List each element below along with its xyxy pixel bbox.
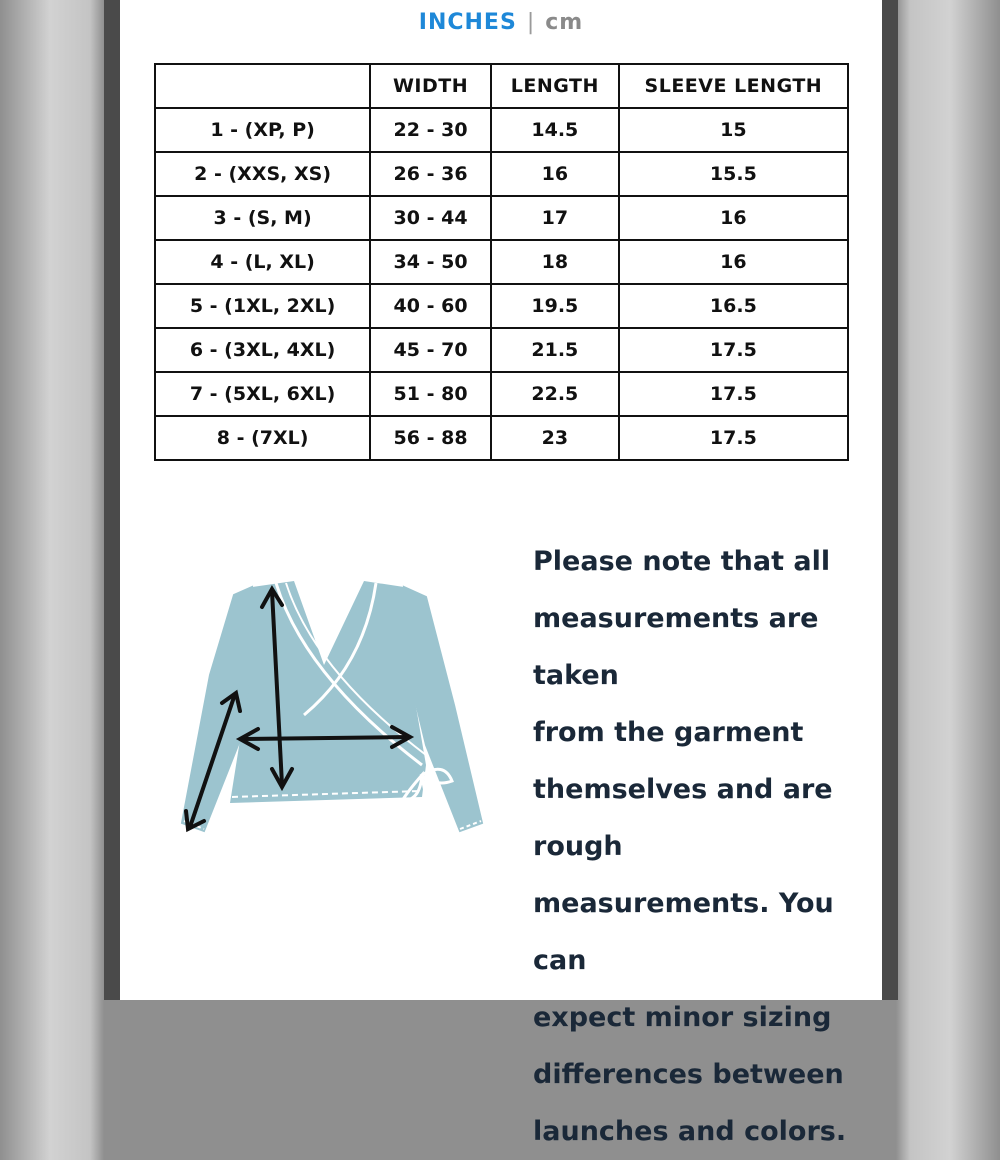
note-line: measurements are taken: [533, 603, 819, 691]
size-chart-panel: [120, 0, 882, 1147]
note-line: from the garment: [533, 717, 804, 748]
unit-toggle: [120, 10, 882, 35]
sleeve-length-cell: 16: [619, 240, 848, 284]
length-cell: 22.5: [491, 372, 619, 416]
note-line: measurements. You can: [533, 888, 834, 976]
table-row: [155, 152, 848, 196]
note-line: launches and colors.: [533, 1116, 847, 1147]
width-cell: 26 - 36: [370, 152, 491, 196]
table-row: [155, 372, 848, 416]
size-cell: 2 - (XXS, XS): [155, 152, 370, 196]
width-cell: 51 - 80: [370, 372, 491, 416]
note-line: Please note that all: [533, 546, 831, 577]
note-line: differences between: [533, 1059, 844, 1090]
header-width: WIDTH: [370, 64, 491, 108]
size-cell: 4 - (L, XL): [155, 240, 370, 284]
unit-inches-tab[interactable]: INCHES: [418, 10, 517, 35]
size-cell: 5 - (1XL, 2XL): [155, 284, 370, 328]
device-frame: [104, 0, 898, 1147]
length-cell: 17: [491, 196, 619, 240]
width-cell: 34 - 50: [370, 240, 491, 284]
garment-illustration: [164, 565, 504, 855]
size-cell: 7 - (5XL, 6XL): [155, 372, 370, 416]
size-cell: 8 - (7XL): [155, 416, 370, 460]
sleeve-length-cell: 17.5: [619, 328, 848, 372]
width-cell: 56 - 88: [370, 416, 491, 460]
size-cell: 3 - (S, M): [155, 196, 370, 240]
measurement-note: [533, 533, 878, 1160]
table-row: [155, 108, 848, 152]
width-cell: 22 - 30: [370, 108, 491, 152]
sleeve-length-cell: 16.5: [619, 284, 848, 328]
sleeve-length-cell: 15: [619, 108, 848, 152]
header-length: LENGTH: [491, 64, 619, 108]
table-row: [155, 196, 848, 240]
length-cell: 14.5: [491, 108, 619, 152]
table-row: [155, 284, 848, 328]
header-size: [155, 64, 370, 108]
note-line: expect minor sizing: [533, 1002, 832, 1033]
size-table: [154, 63, 849, 461]
width-cell: 45 - 70: [370, 328, 491, 372]
table-row: [155, 328, 848, 372]
length-cell: 18: [491, 240, 619, 284]
sleeve-length-cell: 17.5: [619, 372, 848, 416]
length-cell: 21.5: [491, 328, 619, 372]
table-header-row: [155, 64, 848, 108]
table-row: [155, 416, 848, 460]
unit-separator: |: [526, 10, 536, 35]
note-line: themselves and are rough: [533, 774, 833, 862]
width-cell: 40 - 60: [370, 284, 491, 328]
length-cell: 16: [491, 152, 619, 196]
header-sleeve-length: SLEEVE LENGTH: [619, 64, 848, 108]
size-cell: 6 - (3XL, 4XL): [155, 328, 370, 372]
size-cell: 1 - (XP, P): [155, 108, 370, 152]
length-cell: 23: [491, 416, 619, 460]
sleeve-length-cell: 17.5: [619, 416, 848, 460]
sleeve-length-cell: 15.5: [619, 152, 848, 196]
wrap-top-garment-icon: [164, 565, 504, 855]
width-cell: 30 - 44: [370, 196, 491, 240]
sleeve-length-cell: 16: [619, 196, 848, 240]
unit-cm-tab[interactable]: cm: [545, 10, 584, 35]
length-cell: 19.5: [491, 284, 619, 328]
table-row: [155, 240, 848, 284]
